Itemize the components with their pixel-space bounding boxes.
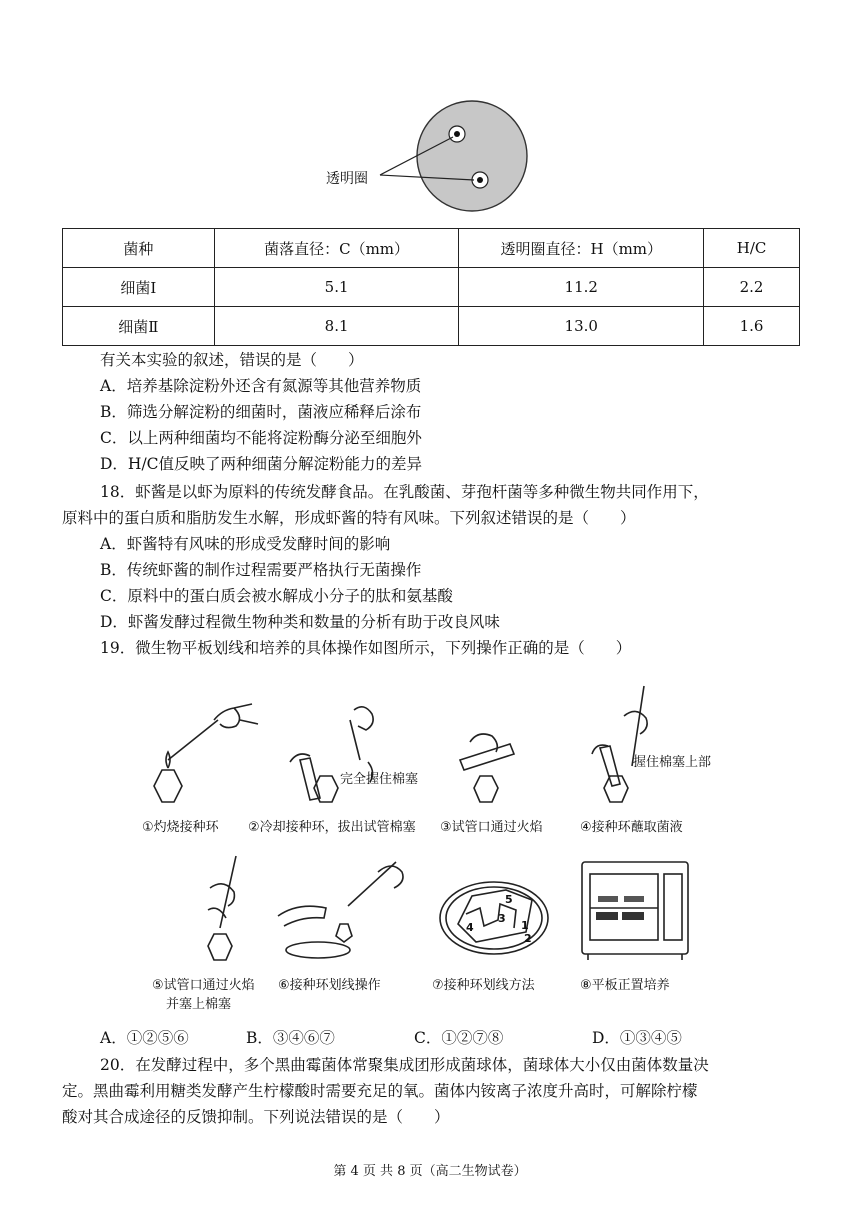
- table-cell: 5.1: [214, 268, 459, 307]
- table-cell: 13.0: [459, 307, 704, 346]
- table-row: [63, 268, 800, 307]
- streak-number: 3: [498, 912, 506, 925]
- q20-line1: 20．在发酵过程中，多个黑曲霉菌体常聚集成团形成菌球体，菌球体大小仅由菌体数量决: [100, 1056, 709, 1074]
- caption-step5-line2: 并塞上棉塞: [166, 997, 232, 1012]
- q19-option-b: B．③④⑥⑦: [246, 1029, 335, 1047]
- streak-number: 5: [505, 893, 513, 906]
- step7-illustration: [436, 870, 556, 960]
- q17-option-c: C．以上两种细菌均不能将淀粉酶分泌至细胞外: [100, 429, 422, 447]
- annotation-upper-grip: 握住棉塞上部: [633, 755, 712, 770]
- caption-step4: ④接种环蘸取菌液: [580, 820, 683, 835]
- q17-option-b: B．筛选分解淀粉的细菌时，菌液应稀释后涂布: [100, 403, 422, 421]
- q18-option-b: B．传统虾酱的制作过程需要严格执行无菌操作: [100, 561, 422, 579]
- clear-zone-label: 透明圈: [326, 171, 368, 187]
- q20-line3: 酸对其合成途径的反馈抑制。下列说法错误的是（ ）: [62, 1108, 450, 1126]
- table-cell: 细菌Ⅰ: [63, 268, 215, 307]
- table-header-cell: 透明圈直径：H（mm）: [459, 229, 704, 268]
- q20-line2: 定。黑曲霉利用糖类发酵产生柠檬酸时需要充足的氧。菌体内铵离子浓度升高时，可解除柠檬: [62, 1082, 698, 1100]
- q17-stem: 有关本实验的叙述，错误的是（ ）: [100, 351, 364, 369]
- annotation-full-grip: 完全握住棉塞: [340, 772, 419, 787]
- q19-option-d: D．①③④⑤: [592, 1029, 682, 1047]
- q17-option-a: A．培养基除淀粉外还含有氮源等其他营养物质: [100, 377, 422, 395]
- table-header-cell: H/C: [704, 229, 800, 268]
- colony-1: [454, 131, 460, 137]
- step1-illustration: [140, 690, 270, 810]
- q18-option-a: A．虾酱特有风味的形成受发酵时间的影响: [100, 535, 391, 553]
- table-cell: 1.6: [704, 307, 800, 346]
- caption-step8: ⑧平板正置培养: [580, 978, 670, 993]
- table-cell: 8.1: [214, 307, 459, 346]
- q19-stem: 19．微生物平板划线和培养的具体操作如图所示，下列操作正确的是（ ）: [100, 639, 632, 657]
- q18-stem-line1: 18．虾酱是以虾为原料的传统发酵食品。在乳酸菌、芽孢杆菌等多种微生物共同作用下，: [100, 483, 709, 501]
- caption-step7: ⑦接种环划线方法: [432, 978, 535, 993]
- bacteria-table: [62, 228, 800, 346]
- caption-step1: ①灼烧接种环: [142, 820, 219, 835]
- table-header-row: [63, 229, 800, 268]
- q18-stem-line2: 原料中的蛋白质和脂肪发生水解，形成虾酱的特有风味。下列叙述错误的是（ ）: [62, 509, 636, 527]
- step3-illustration: [440, 700, 530, 810]
- page-footer: 第 4 页 共 8 页（高二生物试卷）: [333, 1164, 527, 1179]
- step5-illustration: [180, 848, 270, 968]
- petri-dish-figure: [300, 90, 560, 220]
- table-header-cell: 菌落直径：C（mm）: [214, 229, 459, 268]
- streak-number: 2: [524, 932, 532, 945]
- table-header-cell: 菌种: [63, 229, 215, 268]
- caption-step3: ③试管口通过火焰: [440, 820, 543, 835]
- q18-option-c: C．原料中的蛋白质会被水解成小分子的肽和氨基酸: [100, 587, 453, 605]
- caption-step5: ⑤试管口通过火焰: [152, 978, 255, 993]
- caption-step2: ②冷却接种环，拔出试管棉塞: [248, 820, 416, 835]
- step2-illustration: [280, 690, 420, 810]
- colony-2: [477, 177, 483, 183]
- step4-illustration: [580, 676, 690, 810]
- q17-option-d: D．H/C值反映了两种细菌分解淀粉能力的差异: [100, 455, 423, 473]
- q19-option-a: A．①②⑤⑥: [100, 1029, 189, 1047]
- table-row: [63, 307, 800, 346]
- caption-step6: ⑥接种环划线操作: [278, 978, 381, 993]
- table-cell: 11.2: [459, 268, 704, 307]
- streak-number: 1: [521, 919, 529, 932]
- table-cell: 2.2: [704, 268, 800, 307]
- petri-dish: [417, 101, 527, 211]
- step8-illustration: [578, 856, 694, 962]
- table-cell: 细菌Ⅱ: [63, 307, 215, 346]
- q18-option-d: D．虾酱发酵过程微生物种类和数量的分析有助于改良风味: [100, 613, 500, 631]
- q19-option-c: C．①②⑦⑧: [414, 1029, 504, 1047]
- step6-illustration: [268, 846, 418, 966]
- streak-number: 4: [466, 921, 474, 934]
